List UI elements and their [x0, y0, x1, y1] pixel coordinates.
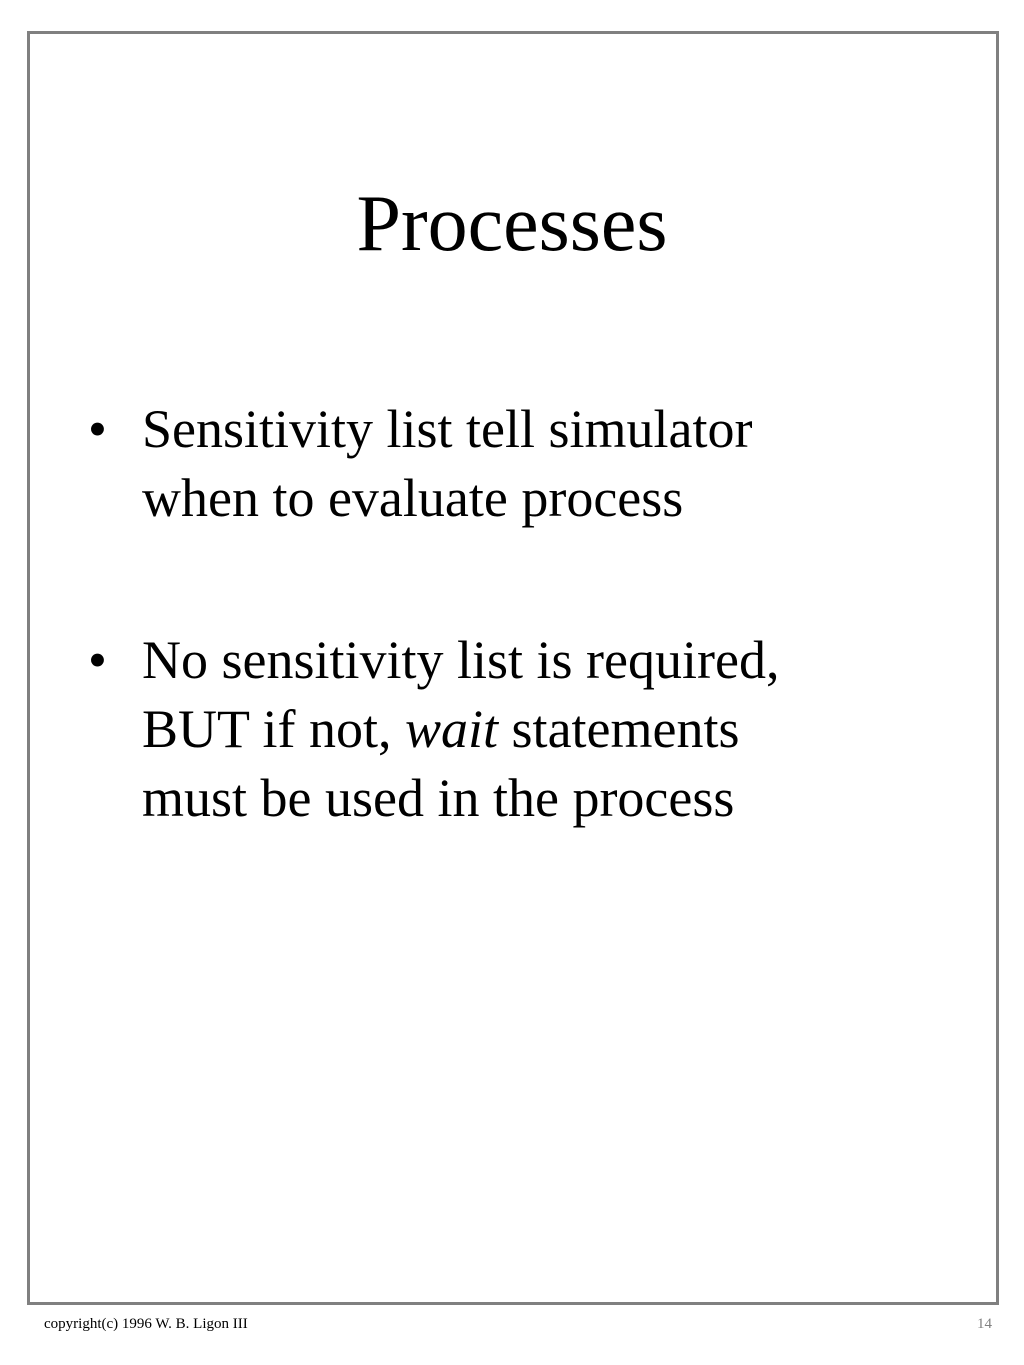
- emphasis-wait: wait: [405, 699, 499, 759]
- bullet-item-sensitivity-list: [88, 395, 888, 533]
- bullet-line-suffix: statements: [498, 699, 740, 759]
- bullet-icon: •: [88, 630, 107, 690]
- bullet-item-no-sensitivity-list: [88, 626, 888, 833]
- footer-copyright: copyright(c) 1996 W. B. Ligon III: [44, 1316, 248, 1332]
- bullet-line: must be used in the process: [142, 768, 735, 828]
- bullet-line: Sensitivity list tell simulator: [142, 399, 753, 459]
- slide-title: Processes: [356, 180, 668, 268]
- footer-page-number: 14: [977, 1316, 992, 1332]
- bullet-line: No sensitivity list is required,: [142, 630, 780, 690]
- bullet-line-prefix: BUT if not,: [142, 699, 406, 759]
- bullet-text: [142, 395, 888, 533]
- bullet-line: when to evaluate process: [142, 468, 684, 528]
- bullet-line: [142, 695, 888, 764]
- bullet-text: [142, 626, 888, 833]
- bullet-icon: •: [88, 399, 107, 459]
